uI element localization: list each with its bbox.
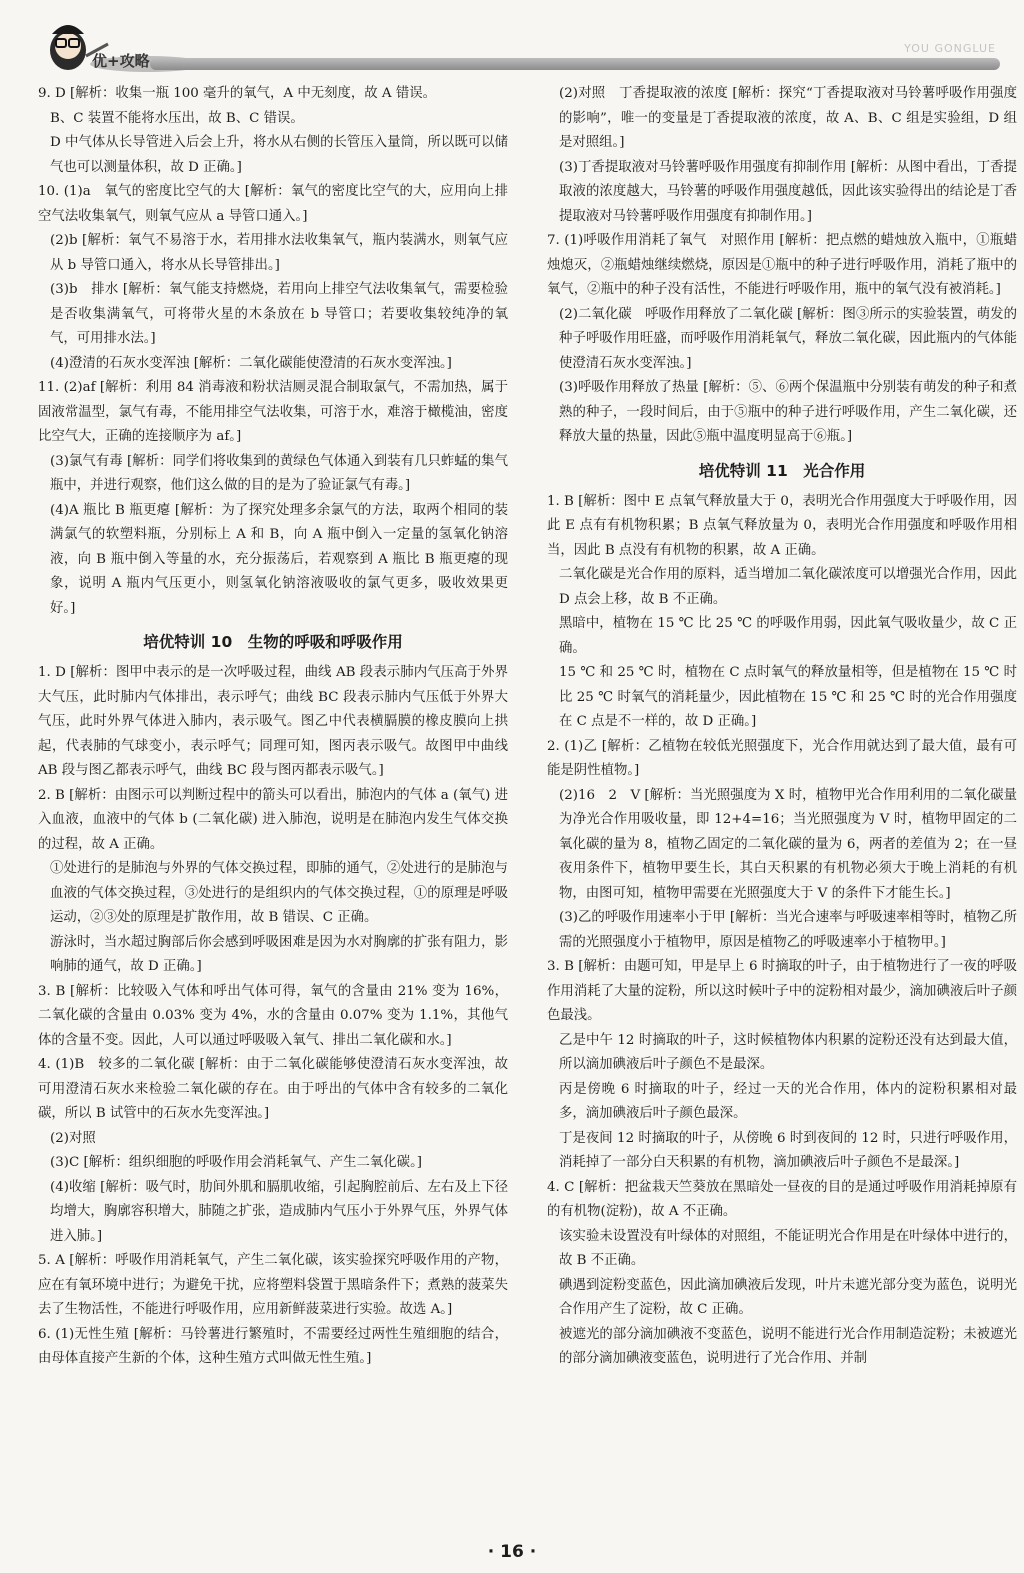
answer-subpart: (3)呼吸作用释放了热量 [解析：⑤、⑥两个保温瓶中分别装有萌发的种子和煮熟的种子，一段时间后，由于⑤瓶中的种子进行呼吸作用，产生二氧化碳，还释放大量的热量，因此⑤瓶中温度明显高于⑥瓶。] xyxy=(559,380,1017,444)
answer-item: 3. B [解析：比较吸入气体和呼出气体可得，氧气的含量由 21% 变为 16%，二氧化碳的含量由 0.03% 变为 4%，水的含量由 0.07% 变为 1.1%，其他气体的含量不变。因此，人可以通过呼吸吸入氧气、排出二氧化碳和水。] xyxy=(38,983,508,1048)
answer-subpart: (3)氯气有毒 [解析：同学们将收集到的黄绿色气体通入到装有几只蚱蜢的集气瓶中，并进行观察，他们这么做的目的是为了验证氯气有毒。] xyxy=(50,453,508,493)
answer-subpart: (4)收缩 [解析：吸气时，肋间外肌和膈肌收缩，引起胸腔前后、左右及上下径均增大，胸廓容积增大，肺随之扩张，造成肺内气压小于外界气压，外界气体进入肺。] xyxy=(50,1179,508,1244)
answer-subpart: (4)澄清的石灰水变浑浊 [解析：二氧化碳能使澄清的石灰水变浑浊。] xyxy=(50,355,452,371)
answer-subpart: (3)C [解析：组织细胞的呼吸作用会消耗氧气、产生二氧化碳。] xyxy=(50,1155,422,1170)
answer-subpart: (3)b 排水 [解析：氧气能支持燃烧，若用向上排空气法收集氧气，需要检验是否收集满氧气，可将带火星的木条放在 b 导管口；若要收集较纯净的氧气，可用排水法。] xyxy=(50,282,508,346)
page-number: · 16 · xyxy=(487,1542,537,1562)
answer-subpart: (4)A 瓶比 B 瓶更瘪 [解析：为了探究处理多余氯气的方法，取两个相同的装满氯气的软塑料瓶，分别标上 A 和 B，向 A 瓶中倒入一定量的氢氧化钠溶液，向 B 瓶中倒入等量的水，充分振荡后，若观察到 A 瓶比 B 瓶更瘪的现象，说明 A 瓶内气压更小，则氢氧化钠溶液吸收的氯气更多，吸收效果更好。] xyxy=(50,502,508,616)
answer-subpart: (2)二氧化碳 呼吸作用释放了二氧化碳 [解析：图③所示的实验装置，萌发的种子呼吸作用旺盛，而呼吸作用消耗氧气，释放二氧化碳，因此瓶内的气体能使澄清石灰水变浑浊。] xyxy=(559,306,1017,371)
header-right-label: YOU GONGLUE xyxy=(904,42,996,55)
answer-item: 7. (1)呼吸作用消耗了氧气 对照作用 [解析：把点燃的蜡烛放入瓶中，①瓶蜡烛熄灭，②瓶蜡烛继续燃烧，原因是①瓶中的种子进行呼吸作用，消耗了瓶中的氧气，②瓶中的种子没有活性，不能进行呼吸作用，瓶中的氧气没有被消耗。] xyxy=(547,233,1017,297)
answer-item: 1. B [解析：图中 E 点氧气释放量大于 0，表明光合作用强度大于呼吸作用，因此 E 点有有机物积累；B 点氧气释放量为 0，表明光合作用强度和呼吸作用相当，因此 B 点没有有机物的积累，故 A 正确。 xyxy=(547,493,1017,558)
answer-item: 4. (1)B 较多的二氧化碳 [解析：由于二氧化碳能够使澄清石灰水变浑浊，故可用澄清石灰水来检验二氧化碳的存在。由于呼出的气体中含有较多的二氧化碳，所以 B 试管中的石灰水先变浑浊。] xyxy=(38,1057,508,1121)
right-column xyxy=(547,82,1017,1372)
answer-item: 3. B [解析：由题可知，甲是早上 6 时摘取的叶子，由于植物进行了一夜的呼吸作用消耗了大量的淀粉，所以这时候叶子中的淀粉相对最少，滴加碘液后叶子颜色最浅。 xyxy=(547,959,1017,1023)
header-divider-bar xyxy=(150,58,1000,70)
answer-item: 9. D [解析：收集一瓶 100 毫升的氧气，A 中无刻度，故 A 错误。 xyxy=(38,86,437,101)
answer-item: 11. (2)af [解析：利用 84 消毒液和粉状洁厕灵混合制取氯气，不需加热，属于固液常温型，氯气有毒，不能用排空气法收集，可溶于水，难溶于橄榄油，密度比空气大，正确的连接顺序为 af。] xyxy=(38,380,508,444)
answer-item: 1. D [解析：图甲中表示的是一次呼吸过程，曲线 AB 段表示肺内气压高于外界大气压，此时肺内气体排出，表示呼气；曲线 BC 段表示肺内气压低于外界大气压，此时外界气体进入肺内，表示吸气。图乙中代表横膈膜的橡皮膜向上拱起，代表肺的气球变小，表示呼气；同理可知，图丙表示吸气。故图甲中曲线 AB 段与图乙都表示呼气，曲线 BC 段与图丙都表示吸气。] xyxy=(38,665,508,778)
answer-item: 5. A [解析：呼吸作用消耗氧气，产生二氧化碳，该实验探究呼吸作用的产物，应在有氧环境中进行；为避免干扰，应将塑料袋置于黑暗条件下；煮熟的菠菜失去了生物活性，不能进行呼吸作用，应用新鲜菠菜进行实验。故选 A。] xyxy=(38,1253,508,1317)
left-column xyxy=(38,82,508,1372)
answer-subpart: (2)b [解析：氧气不易溶于水，若用排水法收集氧气，瓶内装满水，则氧气应从 b 导管口通入，将水从长导管排出。] xyxy=(50,233,508,273)
answer-subpart: B、C 装置不能将水压出，故 B、C 错误。 xyxy=(50,110,304,126)
answer-subpart: (3)丁香提取液对马铃薯呼吸作用强度有抑制作用 [解析：从图中看出，丁香提取液的浓度越大，马铃薯的呼吸作用强度越低，因此该实验得出的结论是丁香提取液对马铃薯呼吸作用强度有抑制作用。] xyxy=(559,159,1017,224)
answer-item: 2. B [解析：由图示可以判断过程中的箭头可以看出，肺泡内的气体 a (氧气) 进入血液，血液中的气体 b (二氧化碳) 进入肺泡，说明是在肺泡内发生气体交换的过程，故 A 正确。 xyxy=(38,787,508,852)
answer-subpart: (2)对照 xyxy=(50,1130,96,1146)
answer-item: 6. (1)无性生殖 [解析：马铃薯进行繁殖时，不需要经过两性生殖细胞的结合，由母体直接产生新的个体，这种生殖方式叫做无性生殖。] xyxy=(38,1326,508,1366)
answer-subpart: 黑暗中，植物在 15 ℃ 比 25 ℃ 的呼吸作用弱，因此氧气吸收量少，故 C 正确。 xyxy=(559,616,1017,656)
answer-subpart: 丙是傍晚 6 时摘取的叶子，经过一天的光合作用，体内的淀粉积累相对最多，滴加碘液后叶子颜色最深。 xyxy=(559,1081,1017,1121)
section-title: 培优特训 11 光合作用 xyxy=(698,461,866,480)
answer-subpart: 碘遇到淀粉变蓝色，因此滴加碘液后发现，叶片未遮光部分变为蓝色，说明光合作用产生了淀粉，故 C 正确。 xyxy=(559,1277,1017,1317)
answer-subpart: ①处进行的是肺泡与外界的气体交换过程，即肺的通气，②处进行的是肺泡与血液的气体交换过程，③处进行的是组织内的气体交换过程，①的原理是呼吸运动，②③处的原理是扩散作用，故 B 错误、C 正确。 xyxy=(50,861,508,925)
answer-item: 4. C [解析：把盆栽天竺葵放在黑暗处一昼夜的目的是通过呼吸作用消耗掉原有的有机物(淀粉)，故 A 不正确。 xyxy=(547,1179,1017,1219)
answer-subpart: (2)对照 丁香提取液的浓度 [解析：探究“丁香提取液对马铃薯呼吸作用强度的影响”，唯一的变量是丁香提取液的浓度，故 A、B、C 组是实验组，D 组是对照组。] xyxy=(559,86,1017,150)
answer-item: 2. (1)乙 [解析：乙植物在较低光照强度下，光合作用就达到了最大值，最有可能是阴性植物。] xyxy=(547,738,1017,778)
answer-subpart: 该实验未设置没有叶绿体的对照组，不能证明光合作用是在叶绿体中进行的，故 B 不正确。 xyxy=(559,1228,1017,1268)
answer-subpart: 二氧化碳是光合作用的原料，适当增加二氧化碳浓度可以增强光合作用，因此 D 点会上移，故 B 不正确。 xyxy=(559,567,1017,607)
answer-subpart: D 中气体从长导管进入后会上升，将水从右侧的长管压入量筒，所以既可以储气也可以测量体积，故 D 正确。] xyxy=(50,135,508,175)
page-header xyxy=(0,0,1024,80)
answer-subpart: (3)乙的呼吸作用速率小于甲 [解析：当光合速率与呼吸速率相等时，植物乙所需的光照强度小于植物甲，原因是植物乙的呼吸速率小于植物甲。] xyxy=(559,910,1017,950)
answer-subpart: 被遮光的部分滴加碘液不变蓝色，说明不能进行光合作用制造淀粉；未被遮光的部分滴加碘液变蓝色，说明进行了光合作用、并制 xyxy=(559,1326,1017,1366)
answer-subpart: 乙是中午 12 时摘取的叶子，这时候植物体内积累的淀粉还没有达到最大值，所以滴加碘液后叶子颜色不是最深。 xyxy=(559,1032,1017,1072)
section-title: 培优特训 10 生物的呼吸和呼吸作用 xyxy=(143,633,403,651)
logo-text: 优+攻略 xyxy=(92,52,150,70)
answer-subpart: 15 ℃ 和 25 ℃ 时，植物在 C 点时氧气的释放量相等，但是植物在 15 ℃ 时比 25 ℃ 时氧气的消耗量少，因此植物在 15 ℃ 和 25 ℃ 时的光合作用强度在 C 点是不一样的，故 D 正确。] xyxy=(559,665,1017,729)
answer-item: 10. (1)a 氧气的密度比空气的大 [解析：氧气的密度比空气的大，应用向上排空气法收集氧气，则氧气应从 a 导管口通入。] xyxy=(38,184,508,224)
answer-subpart: (2)16 2 V [解析：当光照强度为 X 时，植物甲光合作用利用的二氧化碳量为净光合作用吸收量，即 12+4=16；当光照强度为 V 时，植物甲固定的二氧化碳的量为 8，植物乙固定的二氧化碳的量为 6，两者的差值为 2；在一昼夜用条件下，植物甲要生长，其白天积累的有机物必须大于晚上消耗的有机物，由图可知，植物甲需要在光照强度大于 V 的条件下才能生长。] xyxy=(559,787,1017,901)
answer-subpart: 丁是夜间 12 时摘取的叶子，从傍晚 6 时到夜间的 12 时，只进行呼吸作用，消耗掉了一部分白天积累的有机物，滴加碘液后叶子颜色不是最深。] xyxy=(559,1130,1017,1170)
answer-subpart: 游泳时，当水超过胸部后你会感到呼吸困难是因为水对胸廓的扩张有阻力，影响肺的通气，故 D 正确。] xyxy=(50,934,508,974)
